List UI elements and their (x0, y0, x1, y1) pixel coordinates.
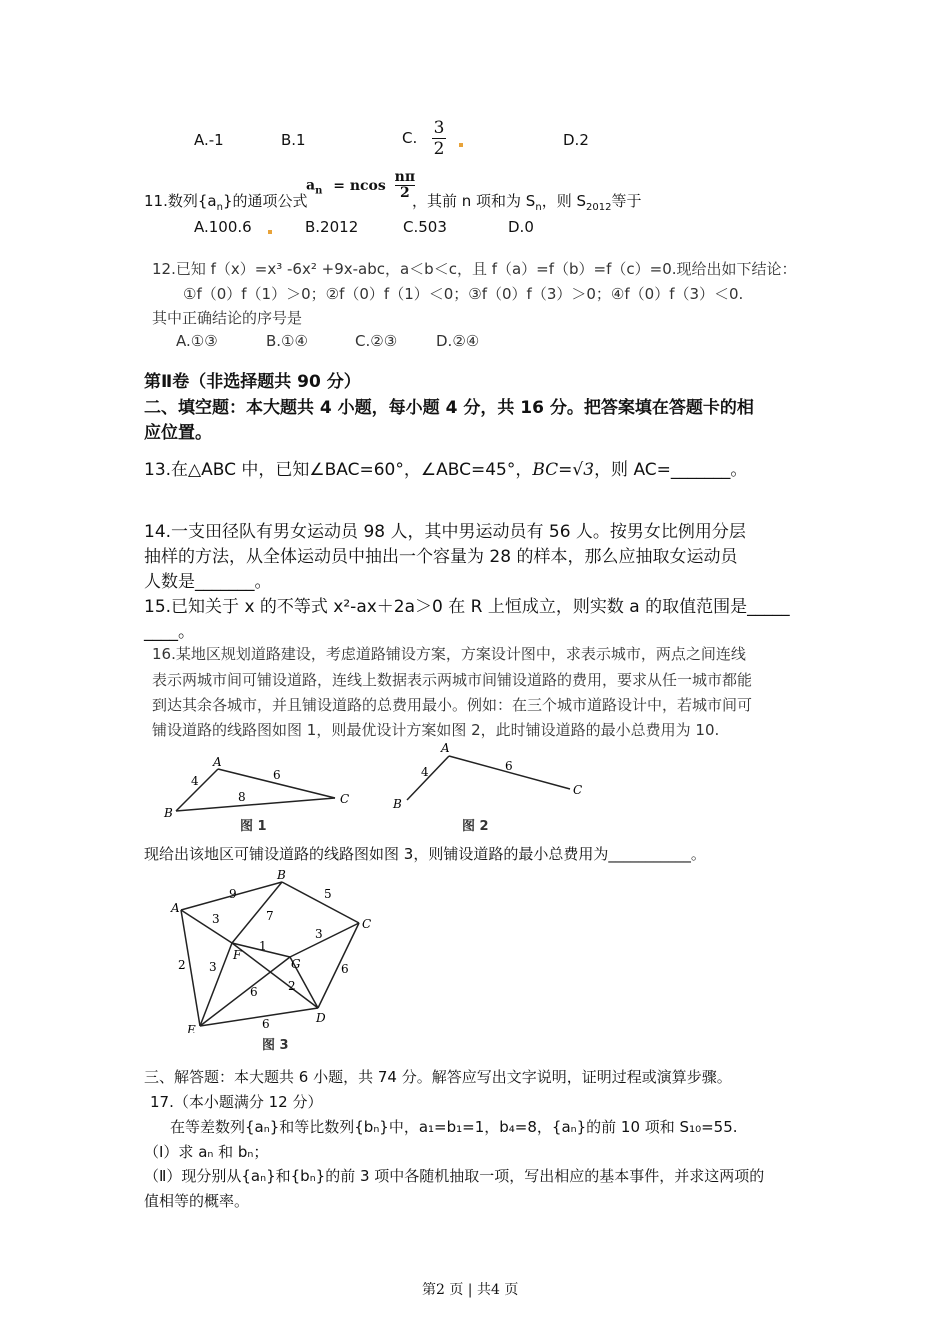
q12-option-c: C.②③ (355, 332, 398, 350)
q10-option-d: D.2 (563, 131, 589, 149)
q17-part-i: （Ⅰ）求 aₙ 和 bₙ； (144, 1143, 269, 1161)
fig3-weight-bc: 5 (324, 887, 332, 901)
fig3-weight-af: 3 (212, 912, 220, 926)
fig3-weight-eg: 6 (250, 985, 258, 999)
q16-line3: 到达其余各城市，并且铺设道路的总费用最小。例如：在三个城市道路设计中，若城市间可 (152, 696, 753, 714)
fig2-label-c: C (573, 783, 583, 797)
fig3-weight-ab: 9 (229, 887, 237, 901)
q15-line1: 15.已知关于 x 的不等式 x²-ax＋2a＞0 在 R 上恒成立，则实数 a 的取值范围是_____ (144, 597, 790, 617)
fraction-3-2: $\frac{3}{2}$ (433, 118, 445, 159)
q11-stem-tail: ，其前 n 项和为 $S_n$，则 $S_{2012}$等于 (412, 192, 642, 213)
scan-mark (268, 230, 272, 234)
fig2-weight-ab: 4 (421, 765, 429, 779)
fig3-weight-cd: 6 (341, 962, 349, 976)
q17-body: 在等差数列{aₙ}和等比数列{bₙ}中，a₁=b₁=1，b₄=8，{aₙ}的前 10 项和 S₁₀=55. (170, 1118, 738, 1136)
fig3-weight-fg: 1 (259, 939, 267, 953)
fig3-weight-ef: 3 (209, 960, 217, 974)
fig1-label-b: B (164, 806, 173, 820)
q16-question: 现给出该地区可铺设道路的线路图如图 3，则铺设道路的最小总费用为___________。 (144, 845, 706, 863)
q12-option-b: B.①④ (266, 332, 308, 350)
section3-header: 三、解答题：本大题共 6 小题，共 74 分。解答应写出文字说明，证明过程或演算步骤。 (144, 1068, 732, 1086)
fig3-label-c: C (362, 917, 372, 931)
section2-header-line1: 二、填空题：本大题共 4 小题，每小题 4 分，共 16 分。把答案填在答题卡的相 (144, 398, 754, 418)
q13: 13.在△ABC 中，已知∠BAC=60°，∠ABC=45°，BC=√3，则 AC=_______。 (144, 460, 748, 480)
fig3-weight-ed: 6 (262, 1017, 270, 1031)
fig1-weight-ac: 6 (273, 768, 281, 782)
page-footer: 第2 页 | 共4 页 (422, 1282, 519, 1298)
q17-title: 17.（本小题满分 12 分） (150, 1093, 323, 1111)
figure-3 (165, 868, 385, 1033)
q14-line2: 抽样的方法，从全体运动员中抽出一个容量为 28 的样本，那么应抽取女运动员 (144, 547, 738, 567)
q12-line3: 其中正确结论的序号是 (152, 309, 303, 327)
fig3-weight-gc: 3 (315, 927, 323, 941)
fig2-weight-ac: 6 (505, 759, 513, 773)
fig1-weight-bc: 8 (238, 790, 246, 804)
fig3-label-e: E (187, 1023, 196, 1033)
q14-line1: 14.一支田径队有男女运动员 98 人，其中男运动员有 56 人。按男女比例用分层 (144, 522, 746, 542)
q16-line4: 铺设道路的线路图如图 1，则最优设计方案如图 2，此时铺设道路的最小总费用为 10. (152, 721, 720, 739)
q12-line2: ①f（0）f（1）＞0；②f（0）f（1）＜0；③f（0）f（3）＞0；④f（0）f（3）＜0. (183, 285, 744, 303)
q11-formula: $a_n = ncos$ $\frac{n\pi}{2}$ (306, 169, 416, 201)
fig2-label-a: A (441, 741, 450, 755)
fig1-weight-ab: 4 (191, 774, 199, 788)
q11-stem: 11.数列$\{a_n\}$的通项公式 (144, 192, 308, 213)
fig3-label-g: G (291, 957, 301, 971)
q15-line2: ____。 (144, 622, 195, 642)
figure-2-caption: 图 2 (462, 819, 489, 834)
q11-option-b: B.2012 (305, 218, 359, 236)
q16-line2: 表示两城市间可铺设道路，连线上数据表示两城市间铺设道路的费用，要求从任一城市都能 (152, 671, 753, 689)
q11-option-d: D.0 (508, 218, 534, 236)
section2-header-line2: 应位置。 (144, 423, 212, 443)
q16-line1: 16.某地区规划道路建设，考虑道路铺设方案，方案设计图中，求表示城市，两点之间连线 (152, 645, 746, 663)
q10-option-a: A.-1 (194, 131, 224, 149)
q11-option-a: A.100.6 (194, 218, 252, 236)
figure-2 (385, 738, 595, 818)
fig1-label-c: C (340, 792, 350, 806)
figure-1-caption: 图 1 (240, 819, 267, 834)
fig3-label-a: A (171, 901, 180, 915)
q14-line3: 人数是_______。 (144, 572, 272, 592)
fig3-weight-ae: 2 (178, 958, 186, 972)
scan-mark (459, 143, 463, 147)
figure-3-caption: 图 3 (262, 1038, 289, 1053)
fig1-label-a: A (213, 755, 222, 769)
q12-option-a: A.①③ (176, 332, 218, 350)
q12-line1: 12.已知 f（x）=x³ -6x² +9x-abc，a＜b＜c，且 f（a）=f（b）=f（c）=0.现给出如下结论： (152, 260, 797, 278)
fig3-label-d: D (316, 1011, 326, 1025)
fig3-label-f: F (233, 948, 242, 962)
q10-option-c: C. $\frac{3}{2}$ (402, 118, 445, 159)
q11-option-c: C.503 (403, 218, 447, 236)
q17-part-ii-line1: （Ⅱ）现分别从{aₙ}和{bₙ}的前 3 项中各随机抽取一项，写出相应的基本事件，并求这两项的 (144, 1167, 765, 1185)
q10-option-b: B.1 (281, 131, 306, 149)
q17-part-ii-line2: 值相等的概率。 (144, 1192, 250, 1210)
part2-title: 第Ⅱ卷（非选择题共 90 分） (144, 372, 361, 392)
fig3-label-b: B (277, 868, 286, 882)
fig3-weight-bf: 7 (266, 909, 274, 923)
fig2-label-b: B (393, 797, 402, 811)
fig3-weight-gd: 2 (288, 979, 296, 993)
q12-option-d: D.②④ (436, 332, 480, 350)
